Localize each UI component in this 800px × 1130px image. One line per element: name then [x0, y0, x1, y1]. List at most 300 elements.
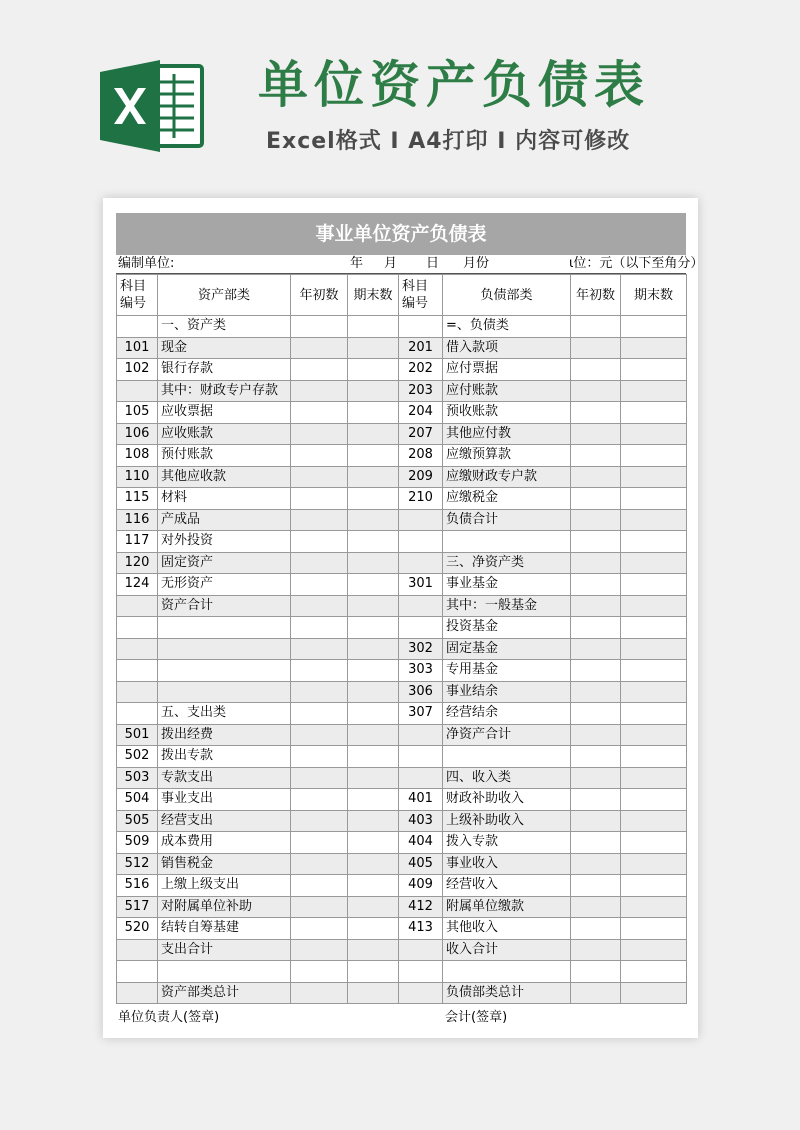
table-cell[interactable] [399, 617, 443, 639]
table-row [117, 445, 687, 467]
column-header: 年初数 [571, 275, 621, 316]
table-cell[interactable] [291, 617, 348, 639]
table-cell[interactable] [291, 810, 348, 832]
table-cell[interactable]: 预付账款 [158, 445, 291, 467]
table-cell[interactable] [291, 961, 348, 983]
table-cell[interactable] [621, 767, 687, 789]
table-cell[interactable] [117, 380, 158, 402]
table-cell[interactable]: 102 [117, 359, 158, 381]
table-cell[interactable]: 财政补助收入 [443, 789, 571, 811]
table-row [117, 531, 687, 553]
table-cell[interactable] [348, 982, 399, 1004]
table-row [117, 402, 687, 424]
table-row [117, 767, 687, 789]
table-cell[interactable] [291, 595, 348, 617]
table-row [117, 896, 687, 918]
table-cell[interactable] [291, 703, 348, 725]
table-cell[interactable] [399, 595, 443, 617]
table-cell[interactable]: 208 [399, 445, 443, 467]
table-cell[interactable]: 拨出专款 [158, 746, 291, 768]
table-cell[interactable] [291, 982, 348, 1004]
table-cell[interactable]: 501 [117, 724, 158, 746]
table-cell[interactable] [348, 402, 399, 424]
table-cell[interactable] [291, 423, 348, 445]
table-cell[interactable]: 110 [117, 466, 158, 488]
table-cell[interactable] [621, 445, 687, 467]
table-cell[interactable]: 五、支出类 [158, 703, 291, 725]
table-cell[interactable] [348, 552, 399, 574]
table-cell[interactable] [621, 402, 687, 424]
page-title: 单位资产负债表 [258, 56, 650, 114]
accountant-signature-label: 会计(签章) [445, 1010, 508, 1025]
table-cell[interactable]: 120 [117, 552, 158, 574]
table-cell[interactable] [571, 359, 621, 381]
table-cell[interactable] [117, 660, 158, 682]
table-cell[interactable]: 其中：财政专户存款 [158, 380, 291, 402]
table-cell[interactable] [571, 832, 621, 854]
table-cell[interactable] [571, 767, 621, 789]
table-cell[interactable] [621, 423, 687, 445]
table-cell[interactable]: 210 [399, 488, 443, 510]
table-cell[interactable] [571, 982, 621, 1004]
table-cell[interactable]: 负债部类总计 [443, 982, 571, 1004]
table-cell[interactable] [348, 961, 399, 983]
table-cell[interactable]: 124 [117, 574, 158, 596]
table-cell[interactable]: 事业收入 [443, 853, 571, 875]
table-cell[interactable]: 上缴上级支出 [158, 875, 291, 897]
table-cell[interactable]: 512 [117, 853, 158, 875]
table-cell[interactable] [291, 853, 348, 875]
table-cell[interactable]: 投资基金 [443, 617, 571, 639]
table-cell[interactable] [399, 316, 443, 338]
page-subtitle: Excel格式 Ⅰ A4打印 Ⅰ 内容可修改 [266, 129, 631, 154]
table-cell[interactable] [348, 638, 399, 660]
table-row [117, 617, 687, 639]
column-header: 资产部类 [158, 275, 291, 316]
table-cell[interactable] [291, 724, 348, 746]
table-row [117, 789, 687, 811]
table-cell[interactable] [291, 509, 348, 531]
table-cell[interactable] [348, 724, 399, 746]
table-cell[interactable] [348, 359, 399, 381]
table-cell[interactable] [158, 961, 291, 983]
table-cell[interactable]: =、负债类 [443, 316, 571, 338]
table-cell[interactable] [399, 961, 443, 983]
table-cell[interactable]: 520 [117, 918, 158, 940]
table-cell[interactable]: 事业支出 [158, 789, 291, 811]
column-header: 科目编号 [117, 275, 158, 316]
table-cell[interactable] [291, 896, 348, 918]
table-cell[interactable] [291, 789, 348, 811]
table-cell[interactable] [399, 767, 443, 789]
table-cell[interactable] [291, 875, 348, 897]
table-cell[interactable]: 对附属单位补助 [158, 896, 291, 918]
table-cell[interactable]: 拨入专款 [443, 832, 571, 854]
table-cell[interactable]: 405 [399, 853, 443, 875]
table-cell[interactable] [117, 681, 158, 703]
table-cell[interactable]: 银行存款 [158, 359, 291, 381]
table-cell[interactable] [571, 466, 621, 488]
table-cell[interactable] [348, 380, 399, 402]
table-cell[interactable]: 材料 [158, 488, 291, 510]
table-cell[interactable] [621, 574, 687, 596]
table-cell[interactable]: 结转自筹基建 [158, 918, 291, 940]
month-label: 月 [384, 256, 398, 271]
table-cell[interactable]: 202 [399, 359, 443, 381]
table-cell[interactable] [399, 509, 443, 531]
table-cell[interactable]: 503 [117, 767, 158, 789]
table-cell[interactable] [348, 337, 399, 359]
table-cell[interactable]: 306 [399, 681, 443, 703]
table-cell[interactable]: 借入款项 [443, 337, 571, 359]
table-cell[interactable] [621, 660, 687, 682]
year-label: 年 [350, 256, 364, 271]
table-cell[interactable] [348, 853, 399, 875]
table-cell[interactable] [621, 595, 687, 617]
table-cell[interactable] [399, 939, 443, 961]
table-cell[interactable] [158, 638, 291, 660]
table-row [117, 875, 687, 897]
table-cell[interactable] [348, 810, 399, 832]
table-cell[interactable] [399, 746, 443, 768]
table-cell[interactable] [621, 337, 687, 359]
table-cell[interactable]: 502 [117, 746, 158, 768]
table-cell[interactable] [621, 617, 687, 639]
table-cell[interactable]: 固定资产 [158, 552, 291, 574]
table-cell[interactable] [399, 531, 443, 553]
table-cell[interactable] [117, 617, 158, 639]
table-cell[interactable] [621, 810, 687, 832]
table-cell[interactable] [621, 724, 687, 746]
table-cell[interactable] [571, 380, 621, 402]
table-cell[interactable] [348, 445, 399, 467]
table-cell[interactable] [571, 337, 621, 359]
table-cell[interactable] [291, 402, 348, 424]
table-cell[interactable] [117, 939, 158, 961]
table-cell[interactable]: 其他应付教 [443, 423, 571, 445]
table-cell[interactable]: 106 [117, 423, 158, 445]
table-cell[interactable] [291, 767, 348, 789]
table-row [117, 552, 687, 574]
table-cell[interactable]: 115 [117, 488, 158, 510]
table-cell[interactable] [348, 918, 399, 940]
table-cell[interactable] [571, 789, 621, 811]
table-cell[interactable] [291, 918, 348, 940]
table-cell[interactable] [291, 939, 348, 961]
table-cell[interactable] [291, 337, 348, 359]
table-cell[interactable] [399, 982, 443, 1004]
table-cell[interactable] [291, 466, 348, 488]
table-cell[interactable] [571, 875, 621, 897]
table-cell[interactable] [571, 617, 621, 639]
table-cell[interactable] [621, 832, 687, 854]
table-cell[interactable]: 404 [399, 832, 443, 854]
table-cell[interactable] [621, 703, 687, 725]
table-cell[interactable] [621, 488, 687, 510]
table-cell[interactable] [571, 488, 621, 510]
table-cell[interactable]: 应付账款 [443, 380, 571, 402]
table-cell[interactable]: 资产合计 [158, 595, 291, 617]
table-row [117, 488, 687, 510]
table-cell[interactable]: 209 [399, 466, 443, 488]
table-cell[interactable] [621, 961, 687, 983]
table-cell[interactable] [621, 509, 687, 531]
table-cell[interactable] [348, 746, 399, 768]
table-cell[interactable] [571, 595, 621, 617]
table-cell[interactable] [117, 316, 158, 338]
table-row [117, 961, 687, 983]
table-cell[interactable] [571, 574, 621, 596]
table-cell[interactable] [348, 423, 399, 445]
table-cell[interactable] [621, 638, 687, 660]
table-cell[interactable] [348, 896, 399, 918]
table-cell[interactable]: 504 [117, 789, 158, 811]
table-cell[interactable]: 专款支出 [158, 767, 291, 789]
table-cell[interactable] [348, 509, 399, 531]
table-cell[interactable]: 资产部类总计 [158, 982, 291, 1004]
table-cell[interactable]: 成本费用 [158, 832, 291, 854]
table-cell[interactable]: 应缴预算款 [443, 445, 571, 467]
table-cell[interactable] [571, 939, 621, 961]
table-cell[interactable] [571, 703, 621, 725]
table-cell[interactable]: 专用基金 [443, 660, 571, 682]
table-cell[interactable]: 204 [399, 402, 443, 424]
table-row [117, 810, 687, 832]
table-cell[interactable] [348, 767, 399, 789]
table-cell[interactable]: 净资产合计 [443, 724, 571, 746]
table-row [117, 681, 687, 703]
table-row [117, 918, 687, 940]
table-cell[interactable]: 三、净资产类 [443, 552, 571, 574]
column-header: 年初数 [291, 275, 348, 316]
table-cell[interactable] [348, 595, 399, 617]
table-cell[interactable]: 116 [117, 509, 158, 531]
table-cell[interactable] [571, 810, 621, 832]
table-cell[interactable] [348, 789, 399, 811]
table-cell[interactable]: 505 [117, 810, 158, 832]
table-cell[interactable] [291, 638, 348, 660]
table-cell[interactable] [571, 423, 621, 445]
table-row [117, 832, 687, 854]
table-cell[interactable]: 其他应收款 [158, 466, 291, 488]
table-cell[interactable]: 105 [117, 402, 158, 424]
table-cell[interactable] [399, 552, 443, 574]
table-cell[interactable]: 509 [117, 832, 158, 854]
table-cell[interactable] [117, 982, 158, 1004]
table-cell[interactable] [621, 939, 687, 961]
table-cell[interactable] [158, 660, 291, 682]
table-cell[interactable]: 409 [399, 875, 443, 897]
table-row [117, 853, 687, 875]
table-row [117, 746, 687, 768]
table-cell[interactable]: 一、资产类 [158, 316, 291, 338]
table-cell[interactable]: 应缴财政专户款 [443, 466, 571, 488]
table-cell[interactable] [571, 509, 621, 531]
table-cell[interactable] [348, 703, 399, 725]
table-cell[interactable] [117, 703, 158, 725]
table-cell[interactable] [571, 445, 621, 467]
table-cell[interactable] [348, 660, 399, 682]
table-cell[interactable]: 其他收入 [443, 918, 571, 940]
table-cell[interactable] [291, 746, 348, 768]
table-cell[interactable]: 其中：一般基金 [443, 595, 571, 617]
table-cell[interactable]: 对外投资 [158, 531, 291, 553]
table-cell[interactable] [621, 316, 687, 338]
table-cell[interactable]: 117 [117, 531, 158, 553]
table-cell[interactable] [443, 746, 571, 768]
table-cell[interactable] [571, 724, 621, 746]
table-cell[interactable] [621, 875, 687, 897]
table-cell[interactable]: 207 [399, 423, 443, 445]
table-cell[interactable]: 301 [399, 574, 443, 596]
table-row [117, 638, 687, 660]
table-cell[interactable] [348, 939, 399, 961]
table-cell[interactable]: 产成品 [158, 509, 291, 531]
balance-sheet [116, 213, 704, 1026]
ledger-table [116, 274, 687, 1004]
table-cell[interactable] [621, 531, 687, 553]
table-cell[interactable]: 516 [117, 875, 158, 897]
table-header-row [117, 275, 687, 316]
table-cell[interactable] [348, 316, 399, 338]
table-cell[interactable] [158, 617, 291, 639]
table-cell[interactable] [443, 961, 571, 983]
table-cell[interactable] [443, 531, 571, 553]
table-cell[interactable]: 拨出经费 [158, 724, 291, 746]
table-cell[interactable]: 经营支出 [158, 810, 291, 832]
column-header: 负债部类 [443, 275, 571, 316]
table-cell[interactable] [348, 617, 399, 639]
table-cell[interactable]: 101 [117, 337, 158, 359]
table-cell[interactable] [348, 466, 399, 488]
table-cell[interactable]: 收入合计 [443, 939, 571, 961]
table-cell[interactable] [291, 681, 348, 703]
table-cell[interactable]: 现金 [158, 337, 291, 359]
table-cell[interactable] [117, 595, 158, 617]
table-cell[interactable] [291, 552, 348, 574]
table-cell[interactable] [621, 552, 687, 574]
table-cell[interactable] [571, 681, 621, 703]
table-cell[interactable] [621, 896, 687, 918]
table-cell[interactable]: 经营结余 [443, 703, 571, 725]
table-cell[interactable] [348, 531, 399, 553]
table-cell[interactable] [571, 853, 621, 875]
table-cell[interactable] [291, 574, 348, 596]
table-cell[interactable] [158, 681, 291, 703]
table-row [117, 982, 687, 1004]
table-cell[interactable] [621, 466, 687, 488]
table-cell[interactable] [291, 445, 348, 467]
table-cell[interactable]: 事业基金 [443, 574, 571, 596]
table-cell[interactable]: 预收账款 [443, 402, 571, 424]
table-cell[interactable] [621, 359, 687, 381]
table-cell[interactable]: 201 [399, 337, 443, 359]
column-header: 期末数 [621, 275, 687, 316]
table-row [117, 359, 687, 381]
meta-row [116, 255, 704, 274]
table-row [117, 337, 687, 359]
table-cell[interactable] [291, 531, 348, 553]
table-row [117, 574, 687, 596]
table-cell[interactable] [291, 660, 348, 682]
table-cell[interactable]: 经营收入 [443, 875, 571, 897]
table-cell[interactable] [348, 488, 399, 510]
table-cell[interactable]: 302 [399, 638, 443, 660]
table-cell[interactable] [621, 853, 687, 875]
table-cell[interactable] [571, 638, 621, 660]
table-cell[interactable] [571, 316, 621, 338]
table-cell[interactable]: 附属单位缴款 [443, 896, 571, 918]
table-cell[interactable]: 应收账款 [158, 423, 291, 445]
table-row [117, 660, 687, 682]
table-cell[interactable] [621, 380, 687, 402]
table-cell[interactable] [117, 638, 158, 660]
table-cell[interactable] [571, 961, 621, 983]
table-cell[interactable] [571, 660, 621, 682]
table-cell[interactable]: 事业结余 [443, 681, 571, 703]
table-cell[interactable] [571, 552, 621, 574]
table-cell[interactable]: 无形资产 [158, 574, 291, 596]
table-cell[interactable]: 固定基金 [443, 638, 571, 660]
table-cell[interactable] [621, 982, 687, 1004]
table-cell[interactable] [348, 875, 399, 897]
table-cell[interactable]: 303 [399, 660, 443, 682]
table-cell[interactable] [621, 789, 687, 811]
table-cell[interactable] [291, 488, 348, 510]
table-cell[interactable]: 108 [117, 445, 158, 467]
table-cell[interactable] [348, 574, 399, 596]
month-suffix-label: 月份 [463, 256, 490, 271]
table-cell[interactable]: 401 [399, 789, 443, 811]
table-cell[interactable] [291, 832, 348, 854]
table-cell[interactable] [571, 918, 621, 940]
table-cell[interactable]: 403 [399, 810, 443, 832]
table-cell[interactable]: 应缴税金 [443, 488, 571, 510]
table-cell[interactable] [621, 918, 687, 940]
table-cell[interactable]: 销售税金 [158, 853, 291, 875]
table-cell[interactable] [348, 832, 399, 854]
table-cell[interactable] [399, 724, 443, 746]
table-cell[interactable]: 负债合计 [443, 509, 571, 531]
signature-footer [116, 1004, 686, 1026]
table-row [117, 423, 687, 445]
sheet-title: 事业单位资产负债表 [116, 213, 686, 255]
table-cell[interactable] [291, 316, 348, 338]
table-cell[interactable]: 413 [399, 918, 443, 940]
table-cell[interactable]: 应收票据 [158, 402, 291, 424]
table-row [117, 939, 687, 961]
table-cell[interactable] [117, 961, 158, 983]
table-cell[interactable] [571, 746, 621, 768]
table-cell[interactable] [348, 681, 399, 703]
table-cell[interactable]: 517 [117, 896, 158, 918]
excel-logo-icon [100, 58, 204, 154]
table-cell[interactable]: 四、收入类 [443, 767, 571, 789]
table-cell[interactable] [621, 681, 687, 703]
table-cell[interactable]: 307 [399, 703, 443, 725]
table-cell[interactable]: 上级补助收入 [443, 810, 571, 832]
table-cell[interactable]: 203 [399, 380, 443, 402]
table-cell[interactable]: 支出合计 [158, 939, 291, 961]
table-cell[interactable] [571, 531, 621, 553]
table-cell[interactable] [291, 359, 348, 381]
table-cell[interactable] [571, 402, 621, 424]
table-cell[interactable] [291, 380, 348, 402]
table-cell[interactable] [571, 896, 621, 918]
table-cell[interactable] [621, 746, 687, 768]
table-cell[interactable]: 412 [399, 896, 443, 918]
table-cell[interactable]: 应付票据 [443, 359, 571, 381]
